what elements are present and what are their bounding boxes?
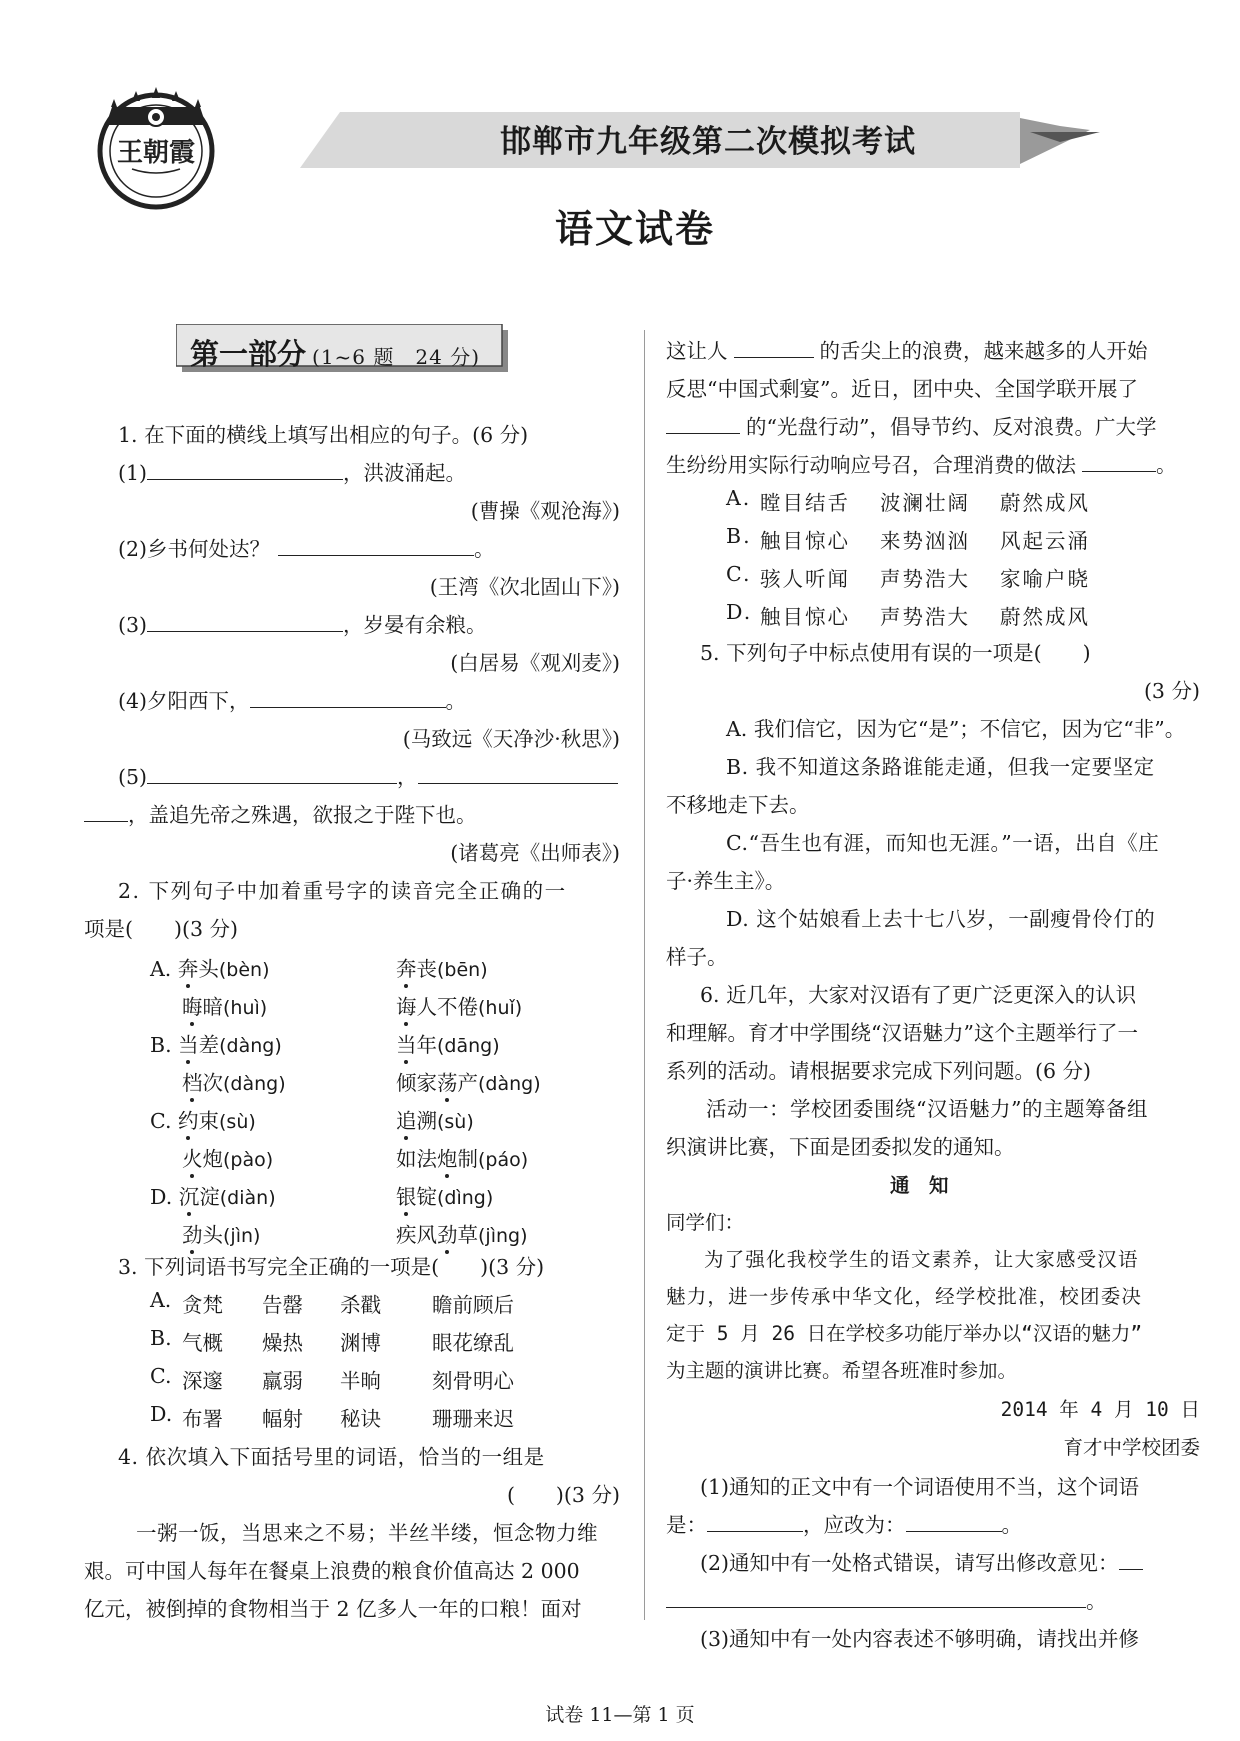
q1-source-1: (曹操《观沧海》)	[470, 499, 620, 523]
q5-option-c-cont: 子·养生主》。	[666, 869, 786, 893]
q6-sub-2-answer: 。	[666, 1584, 1107, 1614]
paper-subtitle: 语文试卷	[555, 206, 716, 251]
q2-option-1-word-4: 倾家荡产(dàng)	[396, 1071, 541, 1095]
q2-option-0-word-4: 诲人不倦(huǐ)	[396, 995, 523, 1019]
question-6-stem: 6. 近几年，大家对汉语有了更广泛更深入的认识	[700, 983, 1137, 1007]
q5-option-d: D. 这个姑娘看上去十七八岁，一副瘦骨伶仃的	[726, 907, 1156, 931]
answer-blank[interactable]	[666, 415, 740, 434]
q2-option-0-word-2: 奔丧(bēn)	[396, 957, 488, 981]
question-5-score: (3 分)	[1143, 679, 1200, 703]
q1-item-4: (4)夕阳西下， 。	[118, 689, 467, 713]
q6-sub-3: (3)通知中有一处内容表述不够明确，请找出并修	[700, 1627, 1140, 1651]
question-4-stem-cont: ( )(3 分)	[506, 1483, 620, 1507]
q4-option-phrase: 触目惊心	[760, 605, 850, 629]
q2-option-3-word-2: 银锭(dìng)	[396, 1185, 494, 1209]
answer-blank[interactable]	[707, 1513, 803, 1532]
q4-passage-line-2: 艰。可中国人每年在餐桌上浪费的粮食价值高达 2 000	[84, 1559, 580, 1583]
q4-option-phrase: 蔚然成风	[1000, 491, 1090, 515]
notice-body-2: 魅力，进一步传承中华文化，经学校批准，校团委决	[666, 1285, 1143, 1308]
question-5-stem: 5. 下列句子中标点使用有误的一项是( )	[700, 641, 1091, 665]
q1-item-3: (3) ，岁晏有余粮。	[118, 613, 487, 637]
q3-option-word: 秘诀	[340, 1407, 381, 1431]
q4-option-phrase: 来势汹汹	[880, 529, 970, 553]
question-6-stem-2: 和理解。育才中学围绕“汉语魅力”这个主题举行了一	[666, 1021, 1138, 1045]
q3-option-word: 眼花缭乱	[432, 1331, 514, 1355]
q1-item-1: (1) ，洪波涌起。	[118, 461, 467, 485]
q2-option-3-word-1: D. 沉淀(diàn)	[150, 1185, 276, 1209]
q3-option-letter: D.	[150, 1402, 173, 1426]
q3-option-word: 杀戳	[340, 1293, 381, 1317]
q3-option-word: 贪梵	[182, 1293, 223, 1317]
question-2-stem: 2. 下列句子中加着重号字的读音完全正确的一	[118, 879, 567, 903]
q4-option-phrase: 蔚然成风	[1000, 605, 1090, 629]
notice-signature: 育才中学校团委	[1063, 1436, 1200, 1459]
q2-option-3-word-4: 疾风劲草(jìng)	[396, 1223, 528, 1247]
q2-option-1-word-3: 档次(dàng)	[182, 1071, 286, 1095]
part-range: (1~6 题 24 分)	[312, 345, 480, 369]
q4-option-letter: B.	[726, 524, 752, 548]
q3-option-word: 渊博	[340, 1331, 381, 1355]
q5-option-c: C.“吾生也有涯，而知也无涯。”一语，出自《庄	[726, 831, 1160, 855]
q1-source-5: (诸葛亮《出师表》)	[450, 841, 620, 865]
q4-option-phrase: 触目惊心	[760, 529, 850, 553]
q3-option-word: 燥热	[262, 1331, 303, 1355]
q3-option-word: 布署	[182, 1407, 223, 1431]
q6-sub-1-answer: 是： ，应改为： 。	[666, 1513, 1022, 1537]
q4-passage-line-4: 这让人 的舌尖上的浪费，越来越多的人开始	[666, 339, 1148, 363]
q2-option-1-word-1: B. 当差(dàng)	[150, 1033, 282, 1057]
q1-item-5: (5) ，	[118, 760, 618, 790]
q1-source-2: (王湾《次北固山下》)	[429, 575, 620, 599]
q1-source-4: (马致远《天净沙·秋思》)	[402, 727, 620, 751]
q5-option-d-cont: 样子。	[666, 945, 728, 969]
part-label: 第一部分	[190, 337, 307, 371]
q3-option-letter: A.	[150, 1288, 172, 1312]
q1-item-2: (2)乡书何处达？ 。	[118, 537, 495, 561]
q4-option-phrase: 声势浩大	[880, 567, 970, 591]
page-footer: 试卷 11—第 1 页	[545, 1704, 695, 1726]
activity-1-intro-cont: 织演讲比赛，下面是团委拟发的通知。	[666, 1135, 1015, 1159]
q3-option-word: 刻骨明心	[432, 1369, 514, 1393]
q3-option-letter: B.	[150, 1326, 172, 1350]
answer-blank[interactable]	[906, 1513, 1002, 1532]
notice-date: 2014 年 4 月 10 日	[1000, 1398, 1200, 1421]
q4-passage-line-3: 亿元，被倒掉的食物相当于 2 亿多人一年的口粮！面对	[84, 1597, 582, 1621]
q2-option-3-word-3: 劲头(jìn)	[182, 1223, 261, 1247]
q5-option-b-cont: 不移地走下去。	[666, 793, 810, 817]
q3-option-word: 深邃	[182, 1369, 223, 1393]
notice-greeting: 同学们：	[666, 1211, 745, 1234]
q4-passage-line-5: 反思“中国式剩宴”。近日，团中央、全国学联开展了	[666, 377, 1138, 401]
q4-option-phrase: 家喻户晓	[1000, 567, 1090, 591]
q5-option-a: A. 我们信它，因为它“是”；不信它，因为它“非”。	[726, 717, 1186, 741]
q2-option-0-word-1: A. 奔头(bèn)	[150, 957, 270, 981]
q4-passage-line-6: 的“光盘行动”，倡导节约、反对浪费。广大学	[666, 410, 1156, 440]
q4-option-phrase: 声势浩大	[880, 605, 970, 629]
q3-option-word: 气概	[182, 1331, 223, 1355]
q3-option-word: 瞻前顾后	[432, 1293, 514, 1317]
q3-option-word: 羸弱	[262, 1369, 303, 1393]
q1-source-3: (白居易《观刈麦》)	[450, 651, 620, 675]
answer-blank[interactable]	[734, 339, 814, 358]
q4-passage-line-7: 生纷纷用实际行动响应号召，合理消费的做法 。	[666, 453, 1177, 477]
exam-title: 邯郸市九年级第二次模拟考试	[500, 124, 916, 160]
q4-option-phrase: 波澜壮阔	[880, 491, 970, 515]
q1-item-5-cont: ，盖追先帝之殊遇，欲报之于陛下也。	[84, 798, 477, 828]
question-4-stem: 4. 依次填入下面括号里的词语，恰当的一组是	[118, 1445, 545, 1469]
q6-sub-2: (2)通知中有一处格式错误，请写出修改意见：	[700, 1546, 1143, 1576]
notice-body-3: 定于 5 月 26 日在学校多功能厅举办以“汉语的魅力”	[666, 1322, 1143, 1345]
question-2-stem-cont: 项是( )(3 分)	[84, 917, 239, 941]
q4-option-phrase: 瞠目结舌	[760, 491, 850, 515]
activity-1-intro: 活动一：学校团委围绕“汉语魅力”的主题筹备组	[706, 1097, 1148, 1121]
answer-blank[interactable]	[666, 1589, 1086, 1608]
q2-option-2-word-3: 火炮(pào)	[182, 1147, 274, 1171]
answer-blank[interactable]	[1082, 453, 1156, 472]
q3-option-word: 珊珊来迟	[432, 1407, 514, 1431]
question-6-stem-3: 系列的活动。请根据要求完成下列问题。(6 分)	[666, 1059, 1092, 1083]
q3-option-word: 告罄	[262, 1293, 303, 1317]
q2-option-2-word-4: 如法炮制(páo)	[396, 1147, 529, 1171]
q4-passage-line-1: 一粥一饭，当思来之不易；半丝半缕，恒念物力维	[136, 1521, 598, 1545]
q4-option-letter: A.	[726, 486, 752, 510]
q2-option-0-word-3: 晦暗(huì)	[182, 995, 268, 1019]
q4-option-phrase: 风起云涌	[1000, 529, 1090, 553]
q6-sub-1: (1)通知的正文中有一个词语使用不当，这个词语	[700, 1475, 1140, 1499]
question-3-stem: 3. 下列词语书写完全正确的一项是( )(3 分)	[118, 1255, 545, 1279]
q4-option-letter: D.	[726, 600, 753, 624]
notice-title: 通 知	[890, 1174, 949, 1197]
q2-option-2-word-2: 追溯(sù)	[396, 1109, 474, 1133]
answer-blank[interactable]	[1119, 1551, 1143, 1570]
q4-option-letter: C.	[726, 562, 752, 586]
notice-body-4: 为主题的演讲比赛。希望各班准时参加。	[666, 1359, 1018, 1382]
q4-option-phrase: 骇人听闻	[760, 567, 850, 591]
q5-option-b: B. 我不知道这条路谁能走通，但我一定要坚定	[726, 755, 1155, 779]
svg-text:王朝霞: 王朝霞	[116, 138, 196, 168]
notice-body-1: 为了强化我校学生的语文素养，让大家感受汉语	[704, 1248, 1139, 1271]
question-1-stem: 1. 在下面的横线上填写出相应的句子。(6 分)	[118, 423, 529, 447]
q3-option-letter: C.	[150, 1364, 172, 1388]
q3-option-word: 幅射	[262, 1407, 303, 1431]
q2-option-2-word-1: C. 约束(sù)	[150, 1109, 256, 1133]
q3-option-word: 半晌	[340, 1369, 381, 1393]
q2-option-1-word-2: 当年(dāng)	[396, 1033, 500, 1057]
